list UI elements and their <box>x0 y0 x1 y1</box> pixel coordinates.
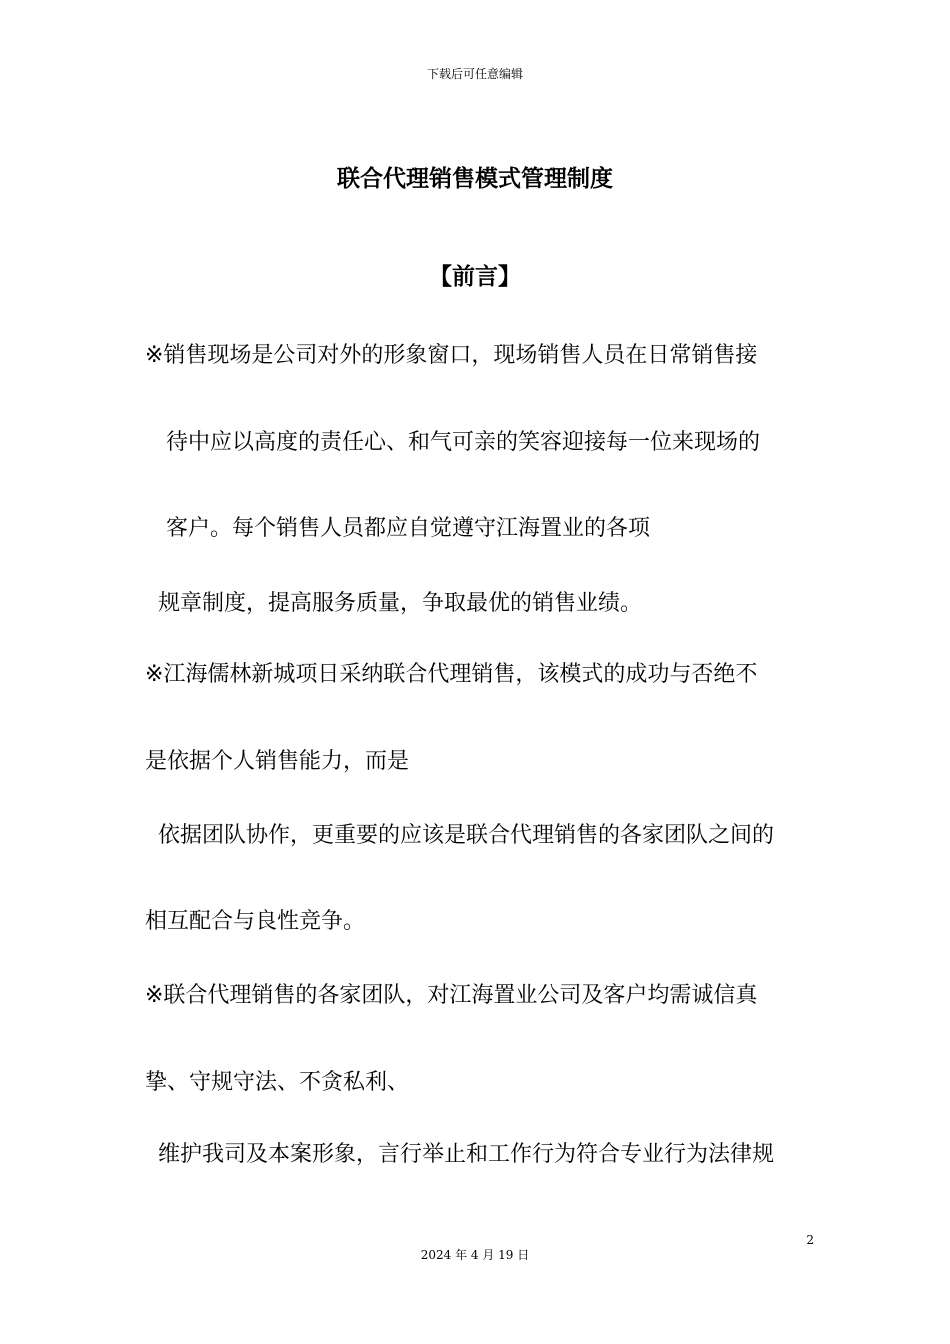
body-line: 相互配合与良性竞争。 <box>145 909 366 934</box>
document-title: 联合代理销售模式管理制度 <box>337 166 613 192</box>
body-line: ※联合代理销售的各家团队，对江海置业公司及客户均需诚信真 <box>145 983 758 1008</box>
body-line: 客户。每个销售人员都应自觉遵守江海置业的各项 <box>166 516 651 541</box>
body-line: 依据团队协作，更重要的应该是联合代理销售的各家团队之间的 <box>158 823 775 848</box>
header-note: 下载后可任意编辑 <box>426 67 523 81</box>
body-line: ※江海儒林新城项日采纳联合代理销售，该模式的成功与否绝不 <box>145 662 758 687</box>
section-heading: 【前言】 <box>429 264 521 290</box>
footer-date: 2024 年 4 月 19 日 <box>420 1248 530 1262</box>
body-line: 是依据个人销售能力，而是 <box>145 749 410 774</box>
body-line: 挚、守规守法、不贪私利、 <box>145 1070 410 1095</box>
page-number: 2 <box>806 1233 814 1247</box>
body-line: ※销售现场是公司对外的形象窗口，现场销售人员在日常销售接 <box>145 343 758 368</box>
body-line: 规章制度，提高服务质量，争取最优的销售业绩。 <box>158 591 643 616</box>
body-line: 待中应以高度的责任心、和气可亲的笑容迎接每一位来现场的 <box>166 430 761 455</box>
body-line: 维护我司及本案形象，言行举止和工作行为符合专业行为法律规 <box>158 1142 775 1167</box>
